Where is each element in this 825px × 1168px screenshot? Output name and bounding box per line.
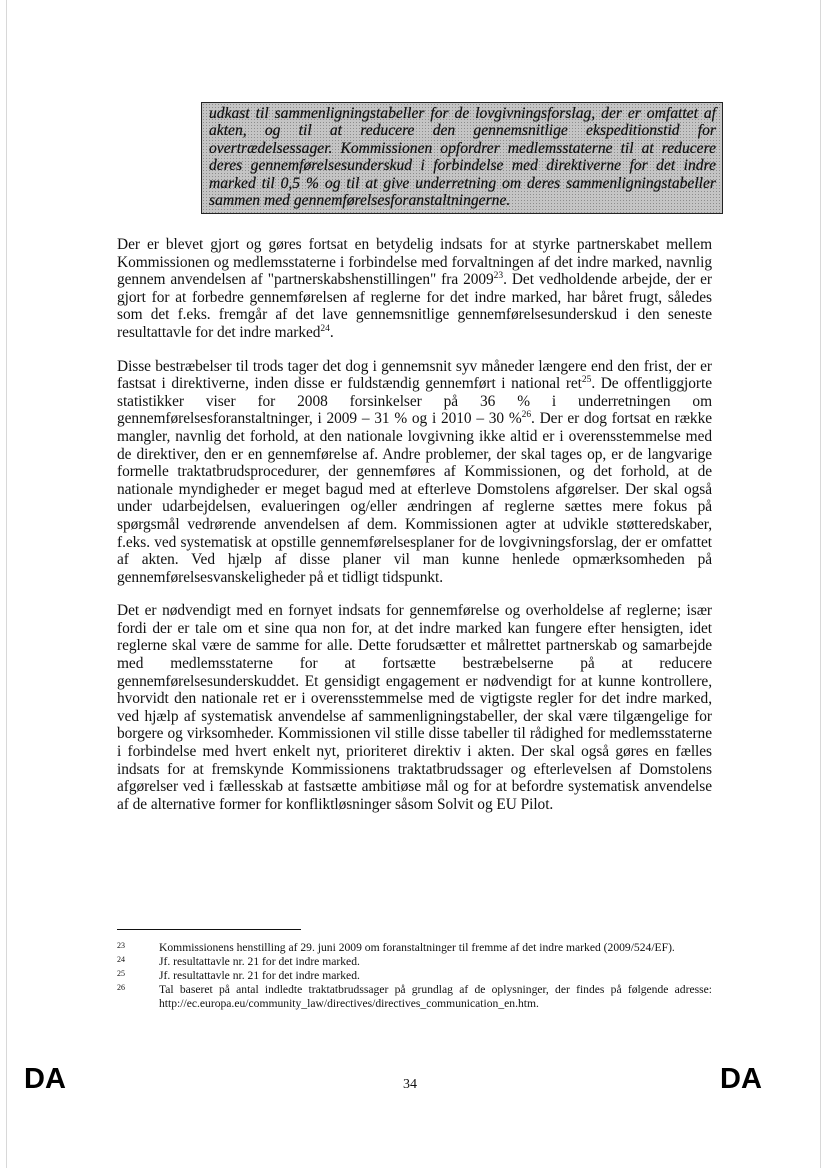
language-code-left: DA	[24, 1063, 66, 1095]
footnote-ref-24[interactable]: 24	[320, 323, 330, 334]
footnote-text: Kommissionens henstilling af 29. juni 2009 om foranstaltninger til fremme af det indre marked (2009/524/EF).	[159, 941, 675, 954]
paragraph-text: Det er nødvendigt med en fornyet indsats for gennemførelse og overholdelse af reglerne; især fordi der er tale om et sine qua non for, at det indre marked kan fungere efter hensigten, idet reglerne skal være de samme for alle. Dette forudsætter et målrettet partnerskab og samarbejde med medlemsstaterne for at fortsætte bestræbelserne på at reducere gennemførelsesunderskuddet. Et gensidigt engagement er nødvendigt for at kunne kontrollere, hvorvidt den nationale ret er i overensstemmelse med de vigtigste regler for det indre marked, ved hjælp af systematisk anvendelse af sammenligningstabeller, der skal være tilgængelige for borgere og virksomheder. Kommissionen vil stille disse tabeller til rådighed for medlemsstaterne i forbindelse med hvert enkelt nyt, prioriteret direktiv i akten. Der skal også gøres en fælles indsats for at fremskynde Kommissionens traktatbrudssager og efterlevelsen af Domstolens afgørelser ved i fællesskab at fastsætte ambitiøse mål og for at befordre systematisk anvendelse af de alternative former for konfliktløsninger såsom Solvit og EU Pilot.	[117, 602, 712, 813]
paragraph-text: . Det vedholdende arbejde, der er gjort for at forbedre gennemførelsen af reglerne for det indre marked, har båret frugt, således som det f.eks. fremgår af det lave gennemsnitlige gennemførelsesunderskud i den seneste resultattavle for det indre marked	[117, 271, 712, 341]
paragraph-text: Der er blevet gjort og gøres fortsat en betydelig indsats for at styrke partnerskabet mellem Kommissionen og medlemsstaterne i forbindelse med forvaltningen af det indre marked, navnlig gennem anvendelsen af "partnerskabshenstillingen" fra 2009	[117, 236, 712, 289]
paragraph-text: .	[329, 323, 334, 341]
paragraph-delays	[117, 358, 712, 587]
paragraph-text: Disse bestræbelser til trods tager det dog i gennemsnit syv måneder længere end den frist, der er fastsat i direktiverne, inden disse er fuldstændig gennemført i national ret	[117, 357, 712, 393]
footnote-25	[117, 969, 712, 983]
footnote-number: 24	[117, 955, 125, 964]
footnote-text: Jf. resultattavle nr. 21 for det indre marked.	[159, 969, 360, 982]
footnote-number: 26	[117, 983, 125, 992]
highlighted-summary-box	[201, 102, 723, 214]
scan-edge-right	[820, 0, 821, 1168]
footnote-23	[117, 941, 712, 955]
body-text	[117, 236, 712, 829]
footnote-26	[117, 983, 712, 1011]
highlighted-summary-text: udkast til sammenligningstabeller for de lovgivningsforslag, der er omfattet af akten, og til at reducere den gennemsnitlige ekspeditionstid for overtrædelsessager. Kommissionen opfordrer medlemsstaterne til at reducere deres gennemførelsesunderskud i forbindelse med direktiverne for det indre marked til 0,5 % og til at give underretning om deres sammenligningstabeller sammen med gennemførelsesforanstaltningerne.	[209, 105, 716, 210]
language-code-right: DA	[720, 1063, 762, 1095]
page-number: 34	[403, 1077, 417, 1092]
footnote-24	[117, 955, 712, 969]
footnote-number: 23	[117, 941, 125, 950]
footnote-ref-23[interactable]: 23	[493, 271, 504, 282]
footnote-separator	[117, 929, 301, 930]
paragraph-text: . De offentliggjorte statistikker viser for 2008 forsinkelser på 36 % i underretningen om gennemførelsesforanstaltninger, i 2009 – 31 % og i 2010 – 30 %	[117, 375, 712, 428]
paragraph-text: . Der er dog fortsat en række mangler, navnlig det forhold, at den nationale lovgivning ikke altid er i overensstemmelse med de direktiver, den er en gennemførelse af. Andre problemer, der skal tages op, er de langvarige formelle traktatbrudsprocedurer, der gennemføres af Kommissionen, og det forhold, at de nationale myndigheder er meget bagud med at efterleve Domstolens afgørelser. Der skal også under udarbejdelsen, evalueringen og/eller ændringen af reglerne sættes mere fokus på spørgsmål vedrørende anvendelsen af dem. Kommissionen agter at udvikle støtteredskaber, f.eks. ved systematisk at opstille gennemførelsesplaner for de lovgivningsforslag, der er omfattet af akten. Ved hjælp af disse planer vil man kunne henlede opmærksomheden på gennemførelsesvanskeligheder på et tidligt tidspunkt.	[117, 410, 712, 586]
footnote-ref-25[interactable]: 25	[581, 375, 592, 386]
footnote-text: Jf. resultattavle nr. 21 for det indre marked.	[159, 955, 360, 968]
paragraph-partnership	[117, 236, 712, 342]
footnote-text: Tal baseret på antal indledte traktatbrudssager på grundlag af de oplysninger, der findes på følgende adresse: http://ec.europa.eu/community_law/directives/directives_communication_en.htm.	[159, 983, 712, 1010]
paragraph-renewed-effort	[117, 602, 712, 813]
footnote-number: 25	[117, 969, 125, 978]
footnote-ref-26[interactable]: 26	[521, 410, 532, 421]
scan-edge-left	[6, 0, 7, 1168]
footnotes	[117, 941, 712, 1011]
